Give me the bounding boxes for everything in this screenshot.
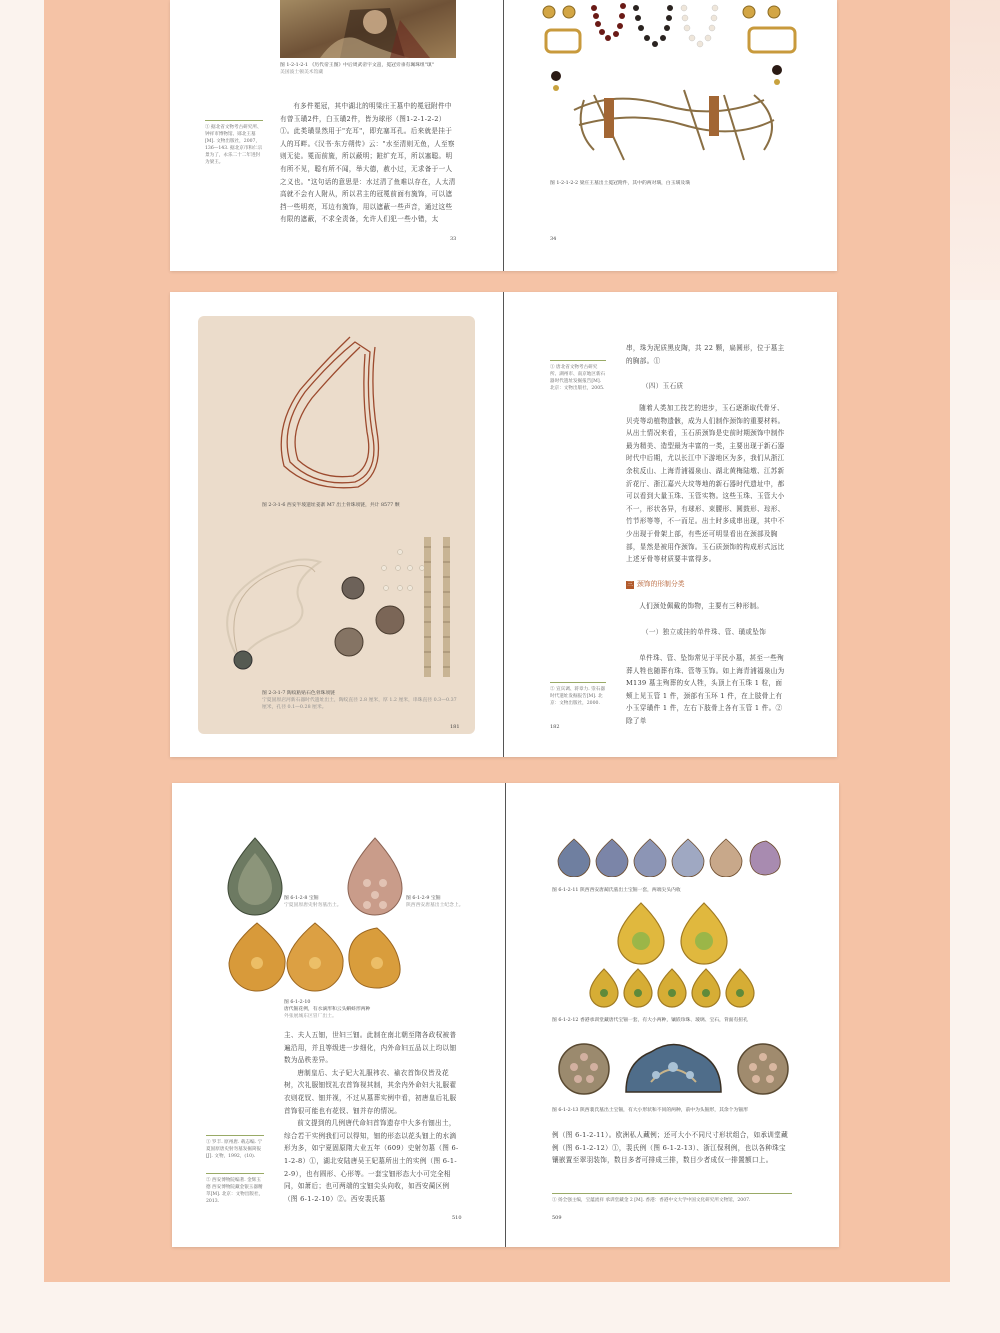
subheading: （四）玉石质 (642, 382, 684, 390)
body-text: 随着人类加工技艺的进步，玉石逐渐取代骨牙、贝壳等动植物遗骸，成为人们制作颈饰的重要材料。从出土情况来看，玉石质颈饰是史前时期颈饰中制作最为精美、造型最为丰富的一类，主要出现于新石器时代中后期，尤以长江中下游地区为多，我们从浙江余杭反山、上海青浦福泉山、湖北黄梅陆墩、江苏新沂花厅、浙江嘉兴大坟等地的新石器时代遗址中，都可以看到大量玉珠、玉管实物。这些玉珠、玉管大小不一，形状各异，有球形、束腰形、圆鼓形、琮形、竹节形等等，不一而足。出土时多成串出现，其中不少出现于骨架上部，有些还可明显看出在颈部及胸部，显然是被用作颈饰。玉石质颈饰的构成形式远比上述牙骨等材质要丰富得多。 (626, 404, 785, 564)
page-number: 181 (450, 724, 460, 730)
body-text: 单件珠、管、坠饰常见于平民小墓，甚至一些殉葬人牲也随葬有珠、管等玉饰。如上海青浦福泉山为M139 墓主殉葬的女人牲，头顶上有玉珠 1 粒，面颊上见玉管 1 件，颈部有玉环 1 件，在上肢骨上有小玉穿璜件 1 件，左右下肢骨上各有玉管 1 件。②除了单 (626, 654, 785, 725)
section-heading: 三 颈饰的形制分类 (626, 580, 685, 588)
gilded-jeweled-set-image (586, 901, 756, 1011)
figure-caption: 图 6-1-2-11 陕西西安唐蔺氏墓出土宝钿一套，两端尖头内收 (552, 888, 681, 893)
page-number: 182 (550, 724, 560, 730)
body-text: 有多件冕冠，其中湖北的明梁庄王墓中的冕冠附件中有曾玉璜2件，白玉璜2件，皆为球形（图1-2-1-2-2）①。此类璜显然用于"充耳"，即充塞耳孔。后来就是挂于人的耳畔。《汉书·东方朔传》云："水至清则无鱼，人至察则无徒。冕而前旒，所以蔽明；黈纩充耳，所以塞聪。明有所不见，聪有所不闻，举大德，赦小过，无求备于一人之义也。"这句话的意思是：水过清了鱼难以存在，人太清高就不会有人附从，所以君主的冠冕前面有旒饰，可以遮挡一些明亮，耳边有旒饰，用以遮蔽一些声音，通过这些有限的遮蔽，不求全责备，允许人们犯一些小错，太 (280, 102, 456, 224)
book-spread-3 (172, 783, 839, 1247)
section-number: 三 (626, 581, 633, 588)
figure-caption: 图 2-3-1-6 西安半坡遗址姜寨 M7 出土骨珠项链，共计 8577 颗 (262, 503, 400, 508)
page-182 (504, 292, 837, 757)
page-509 (506, 783, 839, 1247)
sidenote: ① 罗丰. 原州唐. 载志编. 宁夏固原唐史射勿墓发掘简报[J]. 文物，1992，(10). (206, 1135, 264, 1160)
sidenote: ② 宣宾调、蒋章力. 崇石器时代遗址发掘报告[M]. 北京：文物出版社，2000. (550, 682, 606, 707)
pei-tomb-ornaments-image (556, 1037, 791, 1099)
bone-bead-necklace-image (270, 332, 390, 492)
page-34 (504, 0, 837, 271)
crown-ornaments-image (534, 0, 804, 170)
body-text: 人们颈处佩戴的饰物，主要有三种形制。 (639, 602, 764, 610)
page-number: 34 (550, 236, 557, 242)
sidenote: ② 西安博物院编著. 金辉玉德 西安博物院藏金银玉器精萃[M]. 北京：文物出版社，2013. (206, 1173, 264, 1205)
page-510 (172, 783, 505, 1247)
teardrop-ornaments-image (227, 833, 467, 993)
book-spread-2 (170, 292, 837, 757)
body-text: 例（图 6-1-2-11）。欧洲私人藏例；还可大小不同尺寸形状组合，如承训堂藏例（图 6-1-2-12）①，裴氏例（图 6-1-2-13）、浙江保利例，也以各种珠宝镶嵌置至翠羽装饰，数目多者可排成三排，数目少者成仅一排置额口上。 (552, 1131, 788, 1165)
page-33 (170, 0, 503, 271)
book-spread-1 (170, 0, 837, 271)
figure-caption: 图 2-3-1-7 陶纹粘贴石色骨珠项链 宁夏固原店河新石器时代遗址出土，陶纹直径 2.8 厘米，厚 1.2 厘米，串珠直径 0.3—0.37 厘米，孔径 0.1—0.28 厘米。 (262, 691, 457, 710)
page-number: 33 (450, 236, 457, 242)
figure-caption: 图 6-1-2-10 唐代钿花例，有水滴形和云头蝌蚪形两种 外张展城东区冒厂出土。 (284, 1000, 371, 1019)
page-number: 510 (452, 1215, 462, 1221)
figure-caption: 图 6-1-2-13 陕西裴氏墓出土宝钿，有大小形状和不同的两种，前中为头钿形，其余个为钿形 (552, 1108, 748, 1113)
figure-caption: 图 1-2-1-2-2 梁庄王墓出土冕冠附件，其中的两对璜，白玉璜及璜 (550, 181, 690, 186)
subheading: （一）独立或挂的单件珠、管、璜或坠饰 (642, 628, 767, 636)
page-181 (170, 292, 503, 757)
figure-caption: 图 6-1-2-9 宝钿 陕西西安唐墓出土纪念上。 (406, 896, 464, 908)
footnote: ① 扬全强主编，宝蕴流祥 承训堂藏金 2 [M]. 香港：香港中文大学中国文化研究所文物馆，2007. (552, 1193, 792, 1204)
body-text: 串，珠为泥质黑皮陶，共 22 颗，扁圆形，位于墓主的胸部。① (626, 344, 785, 365)
enamel-ornaments-row-image (556, 835, 786, 877)
pottery-bead-necklace-image (210, 532, 470, 682)
figure-caption: 图 6-1-2-12 香港承训堂藏唐代宝钿一套，有大小两种，镶嵌珍珠、玻璃、宝石，背面有扭孔 (552, 1018, 748, 1023)
emperor-painting-image (280, 0, 456, 58)
sidenote: ① 据北省文物考古研究所、钟祥市博物馆、郧北王墓[M]. 文物出版社，2007，136—143. 据北京市和仁宗景为了，永乐二十二年进封为梁王。 (205, 120, 263, 166)
sidenote: ① 唐北省文物考古研究所、湖州市、南京地区新石器时代遗址发掘报告[M]. 北京：文物出版社，2005. (550, 360, 606, 392)
figure-caption: 图 1-2-1-2-1 《历代帝王图》中后周武帝宇文邕，冕冠旁垂有珮珠组"瑱" 美国波士顿美术馆藏 (280, 63, 434, 75)
page-number: 509 (552, 1215, 562, 1221)
body-text: 主、夫人五钿，世妇三钿。此制在南北朝至隋各政权被普遍沿用，并且等级进一步细化，内外命妇五品以上均以钿数为品秩差异。 唐制皇后、太子妃大礼服袆衣、褕衣首饰仪皆及花树，次礼服钿钗礼衣首饰视其制，其余内外命妇大礼服翟衣则花钗、钿并视，不过从墓葬实例中看，初唐皇后礼服首饰很可能也有花钗、钿并存的情况。 前文提到的几例唐代命妇首饰遗存中大多有钿出土，综合若干实例我们可以得知，钿的形态以花头钿上的水滴形为多，如宁夏固原隋大业五年（609）史射勿墓（图 6-1-2-8）①，湖北安陆唐吴王妃墓所出土的实例（图 6-1-2-9），也有圆形、心形等。一套宝钿形态大小可完全相同，如萧后；也可两端的宝钿尖头向收，如西安蔺区例（图 6-1-2-10）②。西安裴氏墓 (284, 1031, 459, 1203)
figure-caption: 图 6-1-2-8 宝钿 宁夏固原唐史射勿墓出土。 (284, 896, 342, 908)
